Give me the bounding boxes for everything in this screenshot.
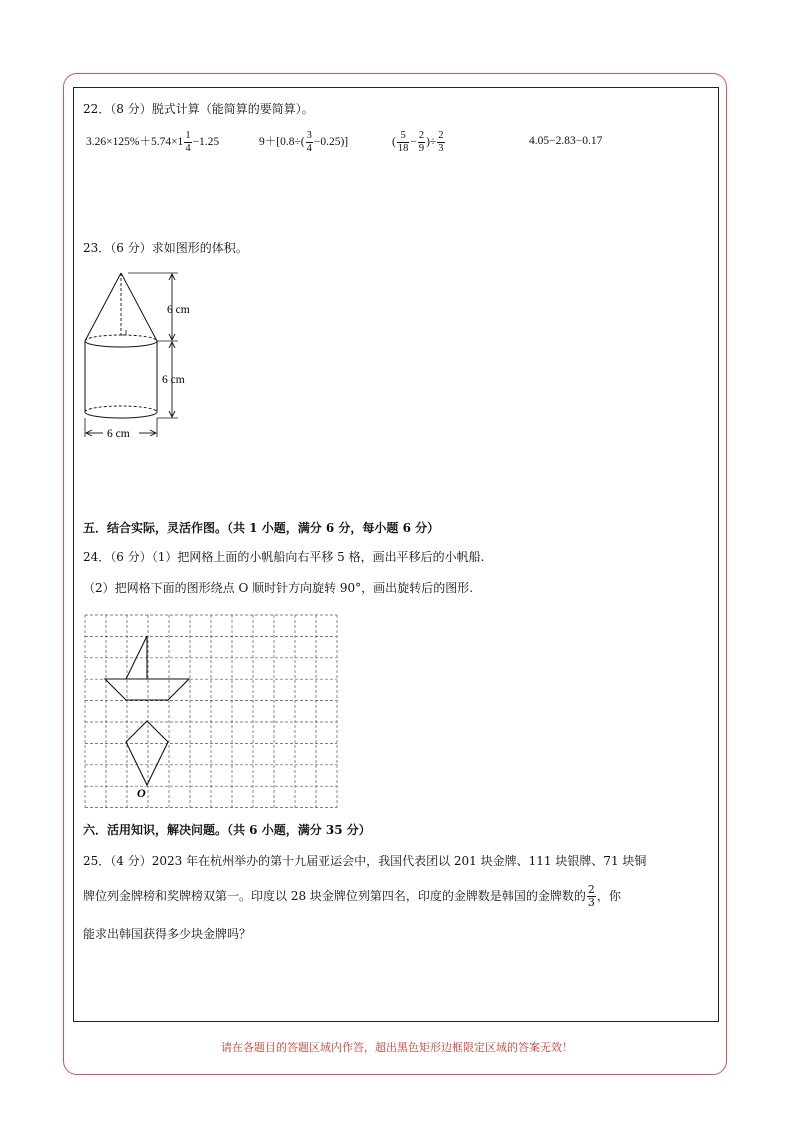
section-6-title: 六．活用知识，解决问题。（共 6 小题，满分 35 分） (83, 823, 371, 837)
section-5-title: 五．结合实际，灵活作图。（共 1 小题，满分 6 分，每小题 6 分） (83, 521, 440, 535)
diameter-label: 6 cm (107, 428, 130, 440)
cylinder-height-label: 6 cm (162, 374, 185, 386)
sailboat-hull (105, 679, 189, 700)
footer-note: 请在各题目的答题区域内作答，超出黑色矩形边框限定区域的答案无效！ (221, 1041, 573, 1054)
q22-expression-2: 9＋[0.8÷( $\frac{3}{4}$ −0.25)] (259, 130, 349, 154)
q22-expression-4: 4.05−2.83−0.17 (529, 135, 603, 147)
kite-shape (126, 721, 168, 785)
q22-expression-1: 3.26×125%＋5.74×1 $\frac{1}{4}$ −1.25 (86, 130, 220, 154)
q24-line-2: （2）把网格下面的图形绕点 O 顺时针方向旋转 90°，画出旋转后的图形. (83, 581, 474, 595)
q25-line-3: 能求出韩国获得多少块金牌吗？ (83, 927, 252, 941)
point-o-label: O (137, 786, 146, 800)
cylinder-bottom-back (85, 406, 157, 412)
dashed-grid (85, 615, 337, 808)
cone-height-label: 6 cm (167, 304, 190, 316)
q25-line-1: 25．（4 分）2023 年在杭州举办的第十九届亚运会中，我国代表团以 201 块金牌、111 块银牌、71 块铜 (83, 854, 647, 868)
q25-line-2: 牌位列金牌榜和奖牌榜双第一。印度以 28 块金牌位列第四名，印度的金牌数是韩国的金牌数的 $\frac{2}{3}$ ，你 (83, 883, 621, 909)
grid-figure (84, 614, 340, 808)
q22-header: 22．（8 分）脱式计算（能简算的要简算）。 (83, 102, 314, 116)
q22-expression-3: ( $\frac{5}{18}$ − $\frac{2}{9}$ )÷ $\frac{2}{3}$ (392, 130, 444, 154)
q23-header: 23．（6 分）求如图形的体积。 (83, 241, 248, 255)
cone-base-back (85, 335, 157, 341)
cone-cylinder-figure (78, 265, 208, 455)
cylinder-bottom-front (85, 412, 157, 418)
cone-left-edge (85, 273, 121, 341)
sailboat-sail (126, 636, 147, 679)
q24-line-1: 24．（6 分）（1）把网格上面的小帆船向右平移 5 格，画出平移后的小帆船. (83, 550, 485, 564)
cone-base-front (85, 341, 157, 347)
right-angle-mark (121, 330, 126, 335)
